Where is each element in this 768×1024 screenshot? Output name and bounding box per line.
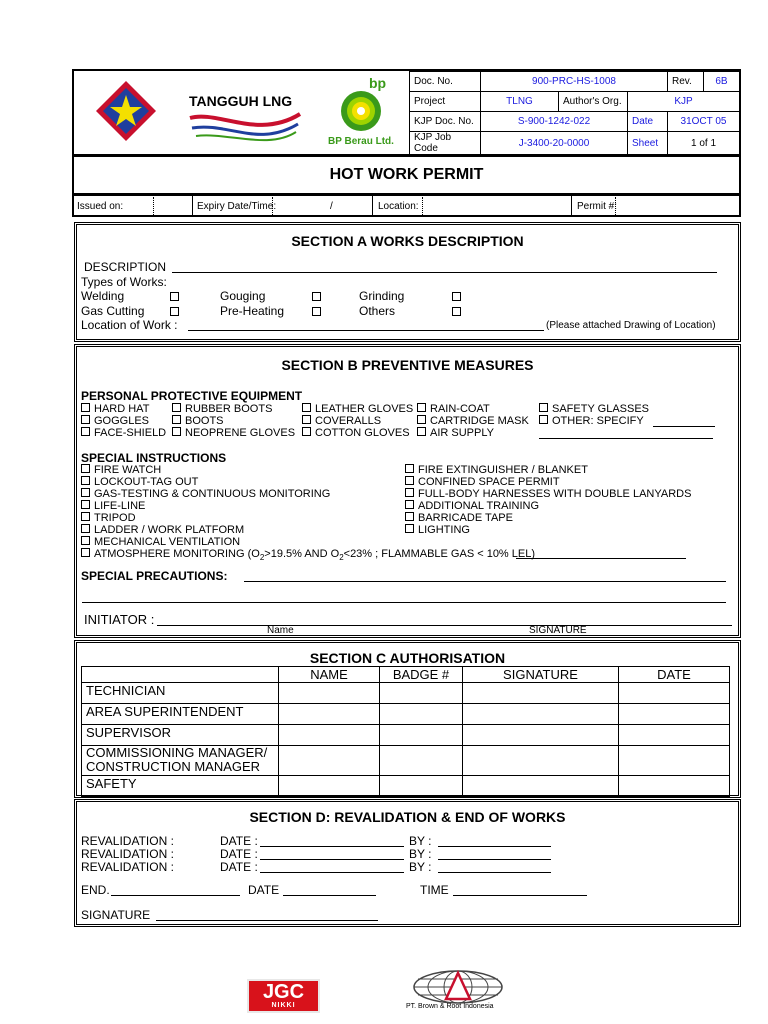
si-right-item[interactable] — [405, 476, 560, 488]
checkbox-icon — [405, 476, 414, 485]
section-c-title: SECTION C AUTHORISATION — [309, 650, 506, 666]
checkbox-icon — [172, 415, 181, 424]
si-right-item[interactable] — [405, 488, 691, 500]
si-label: BARRICADE TAPE — [418, 512, 513, 524]
types-label: Types of Works: — [81, 275, 167, 289]
kjp-doc-label: KJP Doc. No. — [410, 112, 481, 132]
ppe-rubber-boots[interactable] — [172, 403, 272, 415]
ppe-rubber-boots-label: RUBBER BOOTS — [185, 403, 273, 415]
auth-cell[interactable] — [279, 746, 380, 776]
ppe-other-specify[interactable] — [539, 415, 644, 427]
ppe-goggles[interactable] — [81, 415, 149, 427]
issue-sep-3 — [272, 197, 273, 215]
author-label: Author's Org. — [559, 92, 628, 112]
si-right-item[interactable] — [405, 500, 539, 512]
ppe-air-supply[interactable] — [417, 427, 494, 439]
si-label: CONFINED SPACE PERMIT — [418, 476, 560, 488]
issue-sep-1 — [153, 197, 154, 215]
special-precautions-label: SPECIAL PRECAUTIONS: — [81, 569, 228, 583]
issue-sep-6 — [571, 196, 572, 216]
description-label: DESCRIPTION — [84, 260, 167, 274]
si-left-item[interactable] — [81, 524, 244, 536]
revalidation-3-by: BY : — [409, 860, 432, 874]
bp-mark: bp — [369, 75, 387, 91]
tangguh-logo-icon — [94, 79, 158, 143]
auth-role-technician: TECHNICIAN — [82, 683, 279, 704]
gas-cutting-label: Gas Cutting — [81, 304, 145, 318]
revalidation-1-date-line — [260, 846, 404, 847]
gas-cutting-checkbox[interactable] — [170, 307, 179, 316]
si-left-item[interactable] — [81, 512, 136, 524]
auth-role-area-superintendent: AREA SUPERINTENDENT — [82, 704, 279, 725]
checkbox-icon — [81, 548, 90, 557]
pre-heating-label: Pre-Heating — [220, 304, 285, 318]
permit-label: Permit #: — [577, 201, 618, 212]
auth-cell[interactable] — [619, 704, 730, 725]
si-label: LADDER / WORK PLATFORM — [94, 524, 245, 536]
si-label: LIFE-LINE — [94, 500, 146, 512]
si-left-item[interactable] — [81, 536, 240, 548]
bp-helios-icon — [339, 89, 383, 133]
ppe-boots-label: BOOTS — [185, 415, 224, 427]
ppe-leather-gloves[interactable] — [302, 403, 413, 415]
auth-header-role — [82, 667, 279, 683]
si-label: MECHANICAL VENTILATION — [94, 536, 241, 548]
checkbox-icon — [302, 415, 311, 424]
precautions-line-1 — [244, 581, 726, 582]
jgc-logo-text: JGC — [262, 981, 305, 1003]
ppe-boots[interactable] — [172, 415, 224, 427]
initiator-signature-caption: SIGNATURE — [529, 625, 587, 636]
checkbox-icon — [81, 524, 90, 533]
ppe-goggles-label: GOGGLES — [94, 415, 150, 427]
auth-cell[interactable] — [463, 746, 619, 776]
welding-checkbox[interactable] — [170, 292, 179, 301]
kjp-doc-value: S-900-1242-022 — [481, 112, 628, 132]
revalidation-3-date: DATE : — [220, 860, 258, 874]
auth-header-signature: SIGNATURE — [463, 667, 619, 683]
checkbox-icon — [539, 415, 548, 424]
expiry-slash: / — [330, 201, 333, 212]
end-time-line — [453, 895, 587, 896]
checkbox-icon — [81, 536, 90, 545]
ppe-rain-coat[interactable] — [417, 403, 490, 415]
auth-cell[interactable] — [619, 776, 730, 797]
location-label: Location: — [378, 201, 419, 212]
page-title: HOT WORK PERMIT — [329, 166, 484, 183]
bp-company: BP Berau Ltd. — [328, 136, 394, 147]
pre-heating-checkbox[interactable] — [312, 307, 321, 316]
auth-cell[interactable] — [380, 683, 463, 704]
auth-role-line-1: COMMISSIONING MANAGER/ — [86, 745, 268, 760]
auth-role-supervisor: SUPERVISOR — [82, 725, 279, 746]
location-of-work-line — [188, 330, 544, 331]
initiator-label: INITIATOR : — [84, 612, 155, 627]
ppe-title: PERSONAL PROTECTIVE EQUIPMENT — [81, 389, 303, 403]
tangguh-wave-icon — [188, 110, 303, 150]
rev-value: 6B — [704, 72, 740, 92]
si-label: TRIPOD — [94, 512, 136, 524]
auth-role-safety: SAFETY — [82, 776, 279, 797]
issue-sep-2 — [192, 196, 193, 216]
auth-cell[interactable] — [380, 725, 463, 746]
end-date-line — [283, 895, 376, 896]
auth-cell[interactable] — [380, 746, 463, 776]
auth-header-date: DATE — [619, 667, 730, 683]
kjp-job-label: KJP Job Code — [410, 132, 481, 155]
date-label: Date — [628, 112, 668, 132]
issue-sep-4 — [372, 196, 373, 216]
si-right-item[interactable] — [405, 524, 470, 536]
authorisation-table — [81, 666, 730, 797]
ppe-cartridge-mask-label: CARTRIDGE MASK — [430, 415, 529, 427]
checkbox-icon — [302, 427, 311, 436]
checkbox-icon — [81, 403, 90, 412]
checkbox-icon — [81, 464, 90, 473]
end-label: END. — [81, 883, 110, 897]
checkbox-icon — [81, 427, 90, 436]
si-left-item[interactable] — [81, 500, 145, 512]
atmo-sub-2: 2 — [339, 553, 344, 563]
initiator-line — [157, 625, 732, 626]
checkbox-icon — [172, 403, 181, 412]
jgc-logo — [247, 979, 320, 1013]
ppe-neoprene-gloves-label: NEOPRENE GLOVES — [185, 427, 296, 439]
si-label: GAS-TESTING & CONTINUOUS MONITORING — [94, 488, 331, 500]
si-label: LIGHTING — [418, 524, 470, 536]
company-name: TANGGUH LNG — [189, 93, 293, 109]
checkbox-icon — [81, 500, 90, 509]
others-checkbox[interactable] — [452, 307, 461, 316]
revalidation-2-date-line — [260, 859, 404, 860]
si-right-item[interactable] — [405, 512, 513, 524]
jgc-logo-subtext: NIKKI — [271, 1002, 296, 1009]
ppe-extra-line — [539, 438, 713, 439]
date-value: 31OCT 05 — [668, 112, 740, 132]
revalidation-2-by: BY : — [409, 847, 432, 861]
doc-no-label: Doc. No. — [410, 72, 481, 92]
ppe-hard-hat-label: HARD HAT — [94, 403, 150, 415]
description-line — [172, 272, 717, 273]
doc-no-value: 900-PRC-HS-1008 — [481, 72, 668, 92]
checkbox-icon — [81, 476, 90, 485]
ppe-other-specify-label: OTHER: SPECIFY — [552, 415, 644, 427]
ppe-safety-glasses-label: SAFETY GLASSES — [552, 403, 650, 415]
issue-sep-7 — [615, 197, 616, 215]
checkbox-icon — [417, 427, 426, 436]
others-label: Others — [359, 304, 396, 318]
auth-header-badge: BADGE # — [380, 667, 463, 683]
location-of-work-label: Location of Work : — [81, 318, 178, 332]
ppe-safety-glasses[interactable] — [539, 403, 649, 415]
checkbox-icon — [405, 488, 414, 497]
ppe-other-line — [653, 426, 715, 427]
auth-cell[interactable] — [619, 746, 730, 776]
checkbox-icon — [405, 512, 414, 521]
atmo-text-a: ATMOSPHERE MONITORING (O — [94, 548, 260, 560]
ppe-face-shield-label: FACE-SHIELD — [94, 427, 167, 439]
checkbox-icon — [81, 415, 90, 424]
atmosphere-monitoring[interactable] — [81, 548, 535, 562]
si-label: ADDITIONAL TRAINING — [418, 500, 540, 512]
precautions-line-2 — [82, 602, 726, 603]
ppe-cotton-gloves[interactable] — [302, 427, 410, 439]
auth-cell[interactable] — [380, 704, 463, 725]
atmo-text-b: >19.5% AND O — [264, 548, 340, 560]
si-left-item[interactable] — [81, 476, 198, 488]
checkbox-icon — [81, 488, 90, 497]
auth-cell[interactable] — [279, 683, 380, 704]
ppe-coveralls-label: COVERALLS — [315, 415, 382, 427]
si-label: FIRE WATCH — [94, 464, 162, 476]
ppe-hard-hat[interactable] — [81, 403, 149, 415]
auth-cell[interactable] — [279, 776, 380, 797]
auth-cell[interactable] — [380, 776, 463, 797]
si-label: FULL-BODY HARNESSES WITH DOUBLE LANYARDS — [418, 488, 692, 500]
grinding-checkbox[interactable] — [452, 292, 461, 301]
issued-on-label: Issued on: — [77, 201, 124, 212]
auth-header-name: NAME — [279, 667, 380, 683]
brown-root-globe-icon — [412, 969, 504, 1005]
project-label: Project — [410, 92, 481, 112]
si-left-item[interactable] — [81, 488, 330, 500]
atmo-text-c: <23% ; FLAMMABLE GAS < 10% LEL) — [343, 548, 536, 560]
si-left-item[interactable] — [81, 464, 161, 476]
revalidation-1-date: DATE : — [220, 834, 258, 848]
ppe-cotton-gloves-label: COTTON GLOVES — [315, 427, 410, 439]
initiator-name-caption: Name — [267, 625, 294, 636]
brown-root-name: PT. Brown & Root Indonesia — [406, 1003, 494, 1010]
auth-cell[interactable] — [279, 725, 380, 746]
checkbox-icon — [405, 500, 414, 509]
checkbox-icon — [417, 415, 426, 424]
doc-info-table — [409, 71, 740, 155]
ppe-air-supply-label: AIR SUPPLY — [430, 427, 494, 439]
auth-cell[interactable] — [463, 776, 619, 797]
auth-role-line-2: CONSTRUCTION MANAGER — [86, 759, 261, 774]
auth-role-commissioning-manager — [82, 746, 279, 776]
welding-label: Welding — [81, 289, 125, 303]
auth-cell[interactable] — [619, 725, 730, 746]
gouging-checkbox[interactable] — [312, 292, 321, 301]
ppe-coveralls[interactable] — [302, 415, 381, 427]
sheet-value: 1 of 1 — [668, 132, 740, 155]
grinding-label: Grinding — [359, 289, 405, 303]
checkbox-icon — [405, 464, 414, 473]
revalidation-3-label: REVALIDATION : — [81, 860, 174, 874]
checkbox-icon — [417, 403, 426, 412]
location-note: (Please attached Drawing of Location) — [546, 320, 716, 331]
revalidation-1-by: BY : — [409, 834, 432, 848]
rev-label: Rev. — [668, 72, 704, 92]
revalidation-2-by-line — [438, 859, 551, 860]
expiry-label: Expiry Date/Time: — [197, 201, 277, 212]
issue-sep-5 — [422, 197, 423, 215]
revalidation-1-label: REVALIDATION : — [81, 834, 174, 848]
revalidation-2-date: DATE : — [220, 847, 258, 861]
section-d-title: SECTION D: REVALIDATION & END OF WORKS — [249, 809, 566, 825]
revalidation-2-label: REVALIDATION : — [81, 847, 174, 861]
auth-cell[interactable] — [619, 683, 730, 704]
ppe-cartridge-mask[interactable] — [417, 415, 529, 427]
si-right-item[interactable] — [405, 464, 588, 476]
atmosphere-line — [516, 558, 686, 559]
section-b-title: SECTION B PREVENTIVE MEASURES — [281, 357, 534, 373]
revalidation-3-by-line — [438, 872, 551, 873]
end-date-label: DATE — [248, 883, 280, 897]
checkbox-icon — [81, 512, 90, 521]
end-line — [111, 895, 240, 896]
si-title: SPECIAL INSTRUCTIONS — [81, 451, 227, 465]
checkbox-icon — [302, 403, 311, 412]
revalidation-3-date-line — [260, 872, 404, 873]
kjp-job-value: J-3400-20-0000 — [481, 132, 628, 155]
section-a-title: SECTION A WORKS DESCRIPTION — [291, 233, 524, 249]
auth-cell[interactable] — [463, 704, 619, 725]
sheet-label: Sheet — [628, 132, 668, 155]
gouging-label: Gouging — [220, 289, 266, 303]
end-time-label: TIME — [420, 883, 449, 897]
auth-cell[interactable] — [279, 704, 380, 725]
ppe-neoprene-gloves[interactable] — [172, 427, 295, 439]
revalidation-1-by-line — [438, 846, 551, 847]
final-signature-label: SIGNATURE — [81, 908, 151, 922]
ppe-rain-coat-label: RAIN-COAT — [430, 403, 490, 415]
final-signature-line — [156, 920, 378, 921]
si-label: LOCKOUT-TAG OUT — [94, 476, 199, 488]
si-label: FIRE EXTINGUISHER / BLANKET — [418, 464, 588, 476]
checkbox-icon — [539, 403, 548, 412]
ppe-leather-gloves-label: LEATHER GLOVES — [315, 403, 414, 415]
checkbox-icon — [172, 427, 181, 436]
checkbox-icon — [405, 524, 414, 533]
project-value: TLNG — [481, 92, 559, 112]
atmo-sub-1: 2 — [259, 553, 265, 563]
ppe-face-shield[interactable] — [81, 427, 166, 439]
auth-cell[interactable] — [463, 683, 619, 704]
author-value: KJP — [628, 92, 740, 112]
auth-cell[interactable] — [463, 725, 619, 746]
